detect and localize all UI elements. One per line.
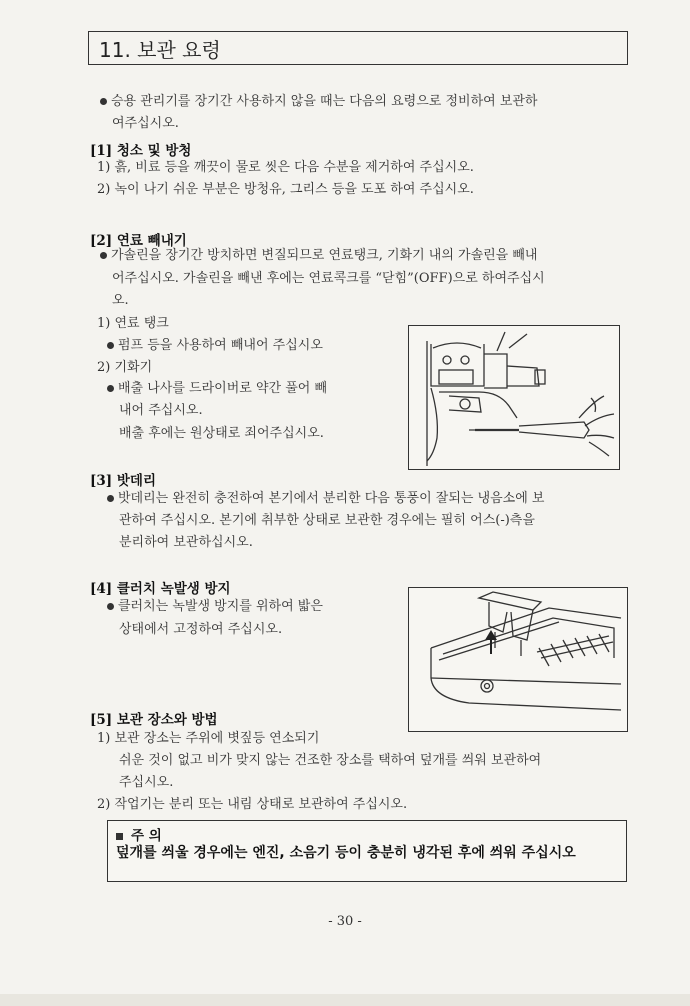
bullet-icon	[100, 98, 107, 105]
square-bullet-icon	[116, 833, 123, 840]
bullet-icon	[107, 603, 114, 610]
section-title-box	[88, 31, 628, 65]
battery-line-3: 분리하여 보관하십시오.	[119, 535, 253, 550]
intro-line-2: 여주십시오.	[112, 116, 179, 131]
fuel-line-3: 오.	[112, 293, 129, 308]
clutch-pedal-drawing	[409, 588, 627, 731]
heading-clutch: [4] 클러치 녹발생 방지	[90, 581, 231, 597]
bullet-icon	[107, 385, 114, 392]
bullet-icon	[107, 495, 114, 502]
clutch-pedal-illustration	[408, 587, 628, 732]
cleaning-item-1: 1) 흙, 비료 등을 깨끗이 물로 씻은 다음 수분을 제거하여 주십시오.	[97, 160, 474, 175]
section-title: 11. 보관 요령	[99, 37, 221, 62]
fuel-line-1: 가솔린을 장기간 방치하면 변질되므로 연료탱크, 기화기 내의 가솔린을 빼내	[100, 245, 538, 267]
bullet-icon	[107, 342, 114, 349]
scan-edge-strip	[0, 994, 690, 1006]
caution-text: 덮개를 씌울 경우에는 엔진, 소음기 등이 충분히 냉각된 후에 씌워 주십시오	[116, 845, 576, 861]
caution-box	[107, 820, 627, 882]
heading-storage: [5] 보관 장소와 방법	[90, 712, 218, 728]
carburetor-drain-illustration	[408, 325, 620, 470]
intro-line-1: 승용 관리기를 장기간 사용하지 않을 때는 다음의 요령으로 정비하여 보관하	[100, 91, 538, 113]
bullet-icon	[100, 252, 107, 259]
storage-item-2: 2) 작업기는 분리 또는 내림 상태로 보관하여 주십시오.	[97, 797, 408, 812]
page-number: - 30 -	[328, 914, 362, 929]
clutch-line-2: 상태에서 고정하여 주십시오.	[119, 622, 283, 637]
storage-item-1: 1) 보관 장소는 주위에 볏짚등 연소되기	[97, 731, 320, 746]
caution-title: 주 의	[116, 824, 162, 844]
clutch-line-1: 클러치는 녹발생 방지를 위하여 밟은	[107, 596, 323, 618]
heading-fuel: [2] 연료 빼내기	[90, 233, 187, 249]
battery-line-2: 관하여 주십시오. 본기에 취부한 상태로 보관한 경우에는 필히 어스(-)측을	[119, 513, 535, 528]
cleaning-item-2: 2) 녹이 나기 쉬운 부분은 방청유, 그리스 등을 도포 하여 주십시오.	[97, 182, 474, 197]
fuel-sub-tank: 1) 연료 탱크	[97, 316, 169, 331]
battery-line-1: 밧데리는 완전히 충전하여 본기에서 분리한 다음 통풍이 잘되는 냉음소에 보	[107, 488, 545, 510]
carb-item-2: 내어 주십시오.	[119, 403, 203, 418]
storage-item-1-cont: 쉬운 것이 없고 비가 맞지 않는 건조한 장소를 택하여 덮개를 씌워 보관하여	[119, 753, 542, 768]
fuel-tank-item: 펌프 등을 사용하여 빼내어 주십시오	[107, 335, 323, 357]
storage-item-1-end: 주십시오.	[119, 775, 174, 790]
fuel-line-2: 어주십시오. 가솔린을 빼낸 후에는 연료콕크를 “닫힘”(OFF)으로 하여주십시	[112, 271, 545, 286]
carb-item-1: 배출 나사를 드라이버로 약간 풀어 빼	[107, 378, 327, 400]
carb-item-3: 배출 후에는 원상태로 죄어주십시오.	[119, 426, 324, 441]
carburetor-screwdriver-drawing	[409, 326, 619, 469]
fuel-sub-carb: 2) 기화기	[97, 360, 153, 375]
heading-battery: [3] 밧데리	[90, 473, 156, 489]
heading-cleaning: [1] 청소 및 방청	[90, 143, 192, 159]
